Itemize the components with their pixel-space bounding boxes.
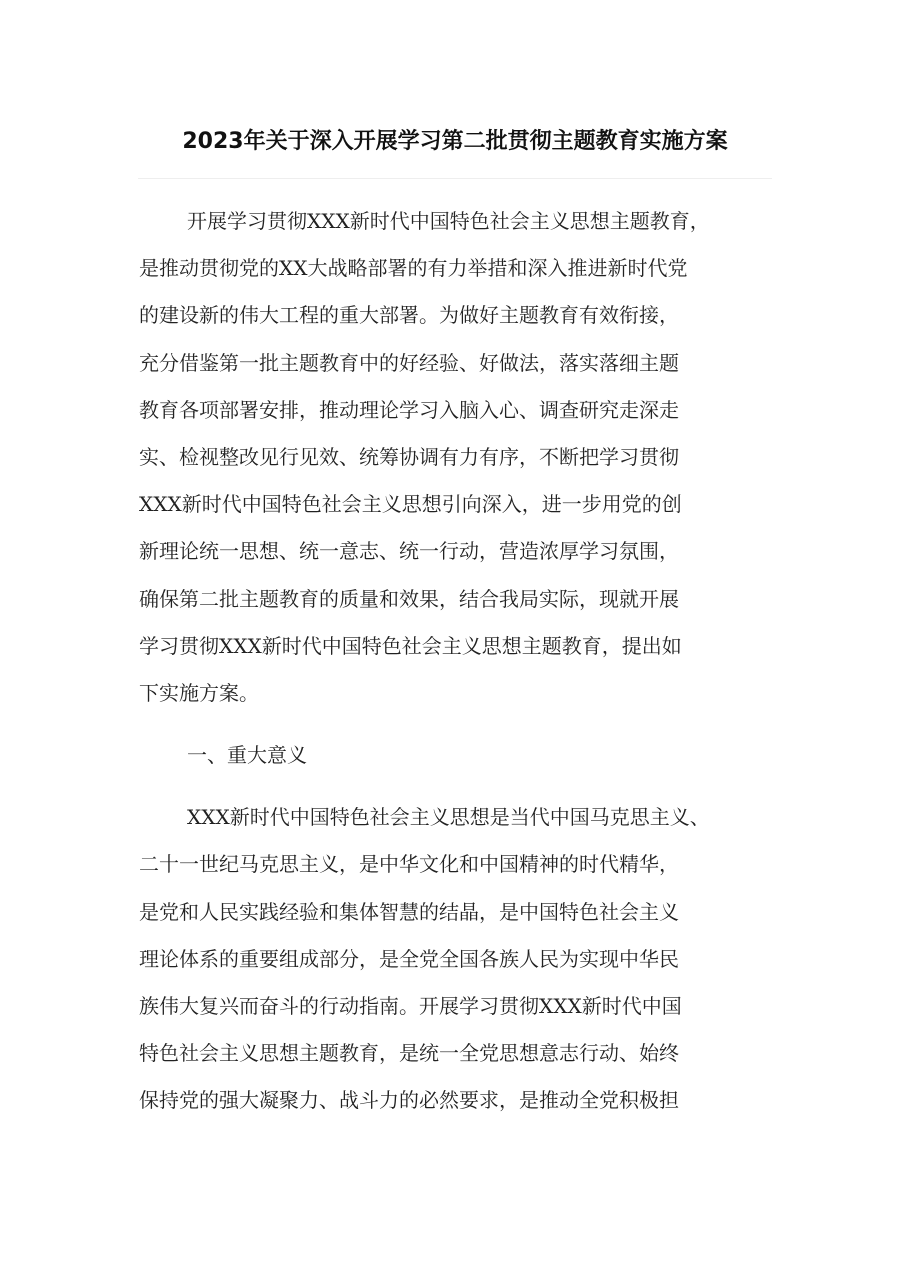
section-paragraph [139, 794, 771, 1124]
paragraph-line: 教育各项部署安排，推动理论学习入脑入心、调查研究走深走 [139, 397, 679, 422]
document-title: 2023年关于深入开展学习第二批贯彻主题教育实施方案 [182, 129, 728, 154]
paragraph-line: XXX新时代中国特色社会主义思想是当代中国马克思主义、 [187, 805, 710, 830]
paragraph-line: 族伟大复兴而奋斗的行动指南。开展学习贯彻XXX新时代中国 [139, 994, 682, 1018]
section-heading [139, 732, 771, 779]
paragraph-line: 开展学习贯彻XXX新时代中国特色社会主义思想主题教育， [187, 209, 710, 233]
paragraph-line: 是推动贯彻党的XX大战略部署的有力举措和深入推进新时代党 [139, 256, 688, 281]
paragraph-line: 二十一世纪马克思主义，是中华文化和中国精神的时代精华， [139, 852, 679, 877]
paragraph-line: 确保第二批主题教育的质量和效果，结合我局实际，现就开展 [139, 586, 679, 611]
document-body [139, 198, 771, 1125]
paragraph-line: 充分借鉴第一批主题教育中的好经验、好做法，落实落细主题 [139, 350, 679, 375]
paragraph-line: 新理论统一思想、统一意志、统一行动，营造浓厚学习氛围， [139, 539, 679, 564]
paragraph-line: 的建设新的伟大工程的重大部署。为做好主题教育有效衔接， [139, 303, 679, 328]
paragraph-line: 是党和人民实践经验和集体智慧的结晶，是中国特色社会主义 [139, 899, 679, 924]
paragraph-line: 下实施方案。 [139, 680, 259, 705]
paragraph-line: 实、检视整改见行见效、统筹协调有力有序，不断把学习贯彻 [139, 444, 679, 469]
section-heading-text: 一、重大意义 [187, 743, 307, 768]
paragraph-line: 保持党的强大凝聚力、战斗力的必然要求，是推动全党积极担 [139, 1088, 679, 1113]
paragraph-gap [139, 717, 771, 732]
intro-paragraph [139, 198, 771, 717]
paragraph-gap [139, 779, 771, 794]
title-divider [138, 178, 772, 179]
paragraph-line: 理论体系的重要组成部分，是全党全国各族人民为实现中华民 [139, 946, 679, 971]
paragraph-line: 学习贯彻XXX新时代中国特色社会主义思想主题教育，提出如 [139, 633, 682, 658]
paragraph-line: XXX新时代中国特色社会主义思想引向深入，进一步用党的创 [139, 492, 682, 517]
paragraph-line: 特色社会主义思想主题教育，是统一全党思想意志行动、始终 [139, 1041, 679, 1066]
